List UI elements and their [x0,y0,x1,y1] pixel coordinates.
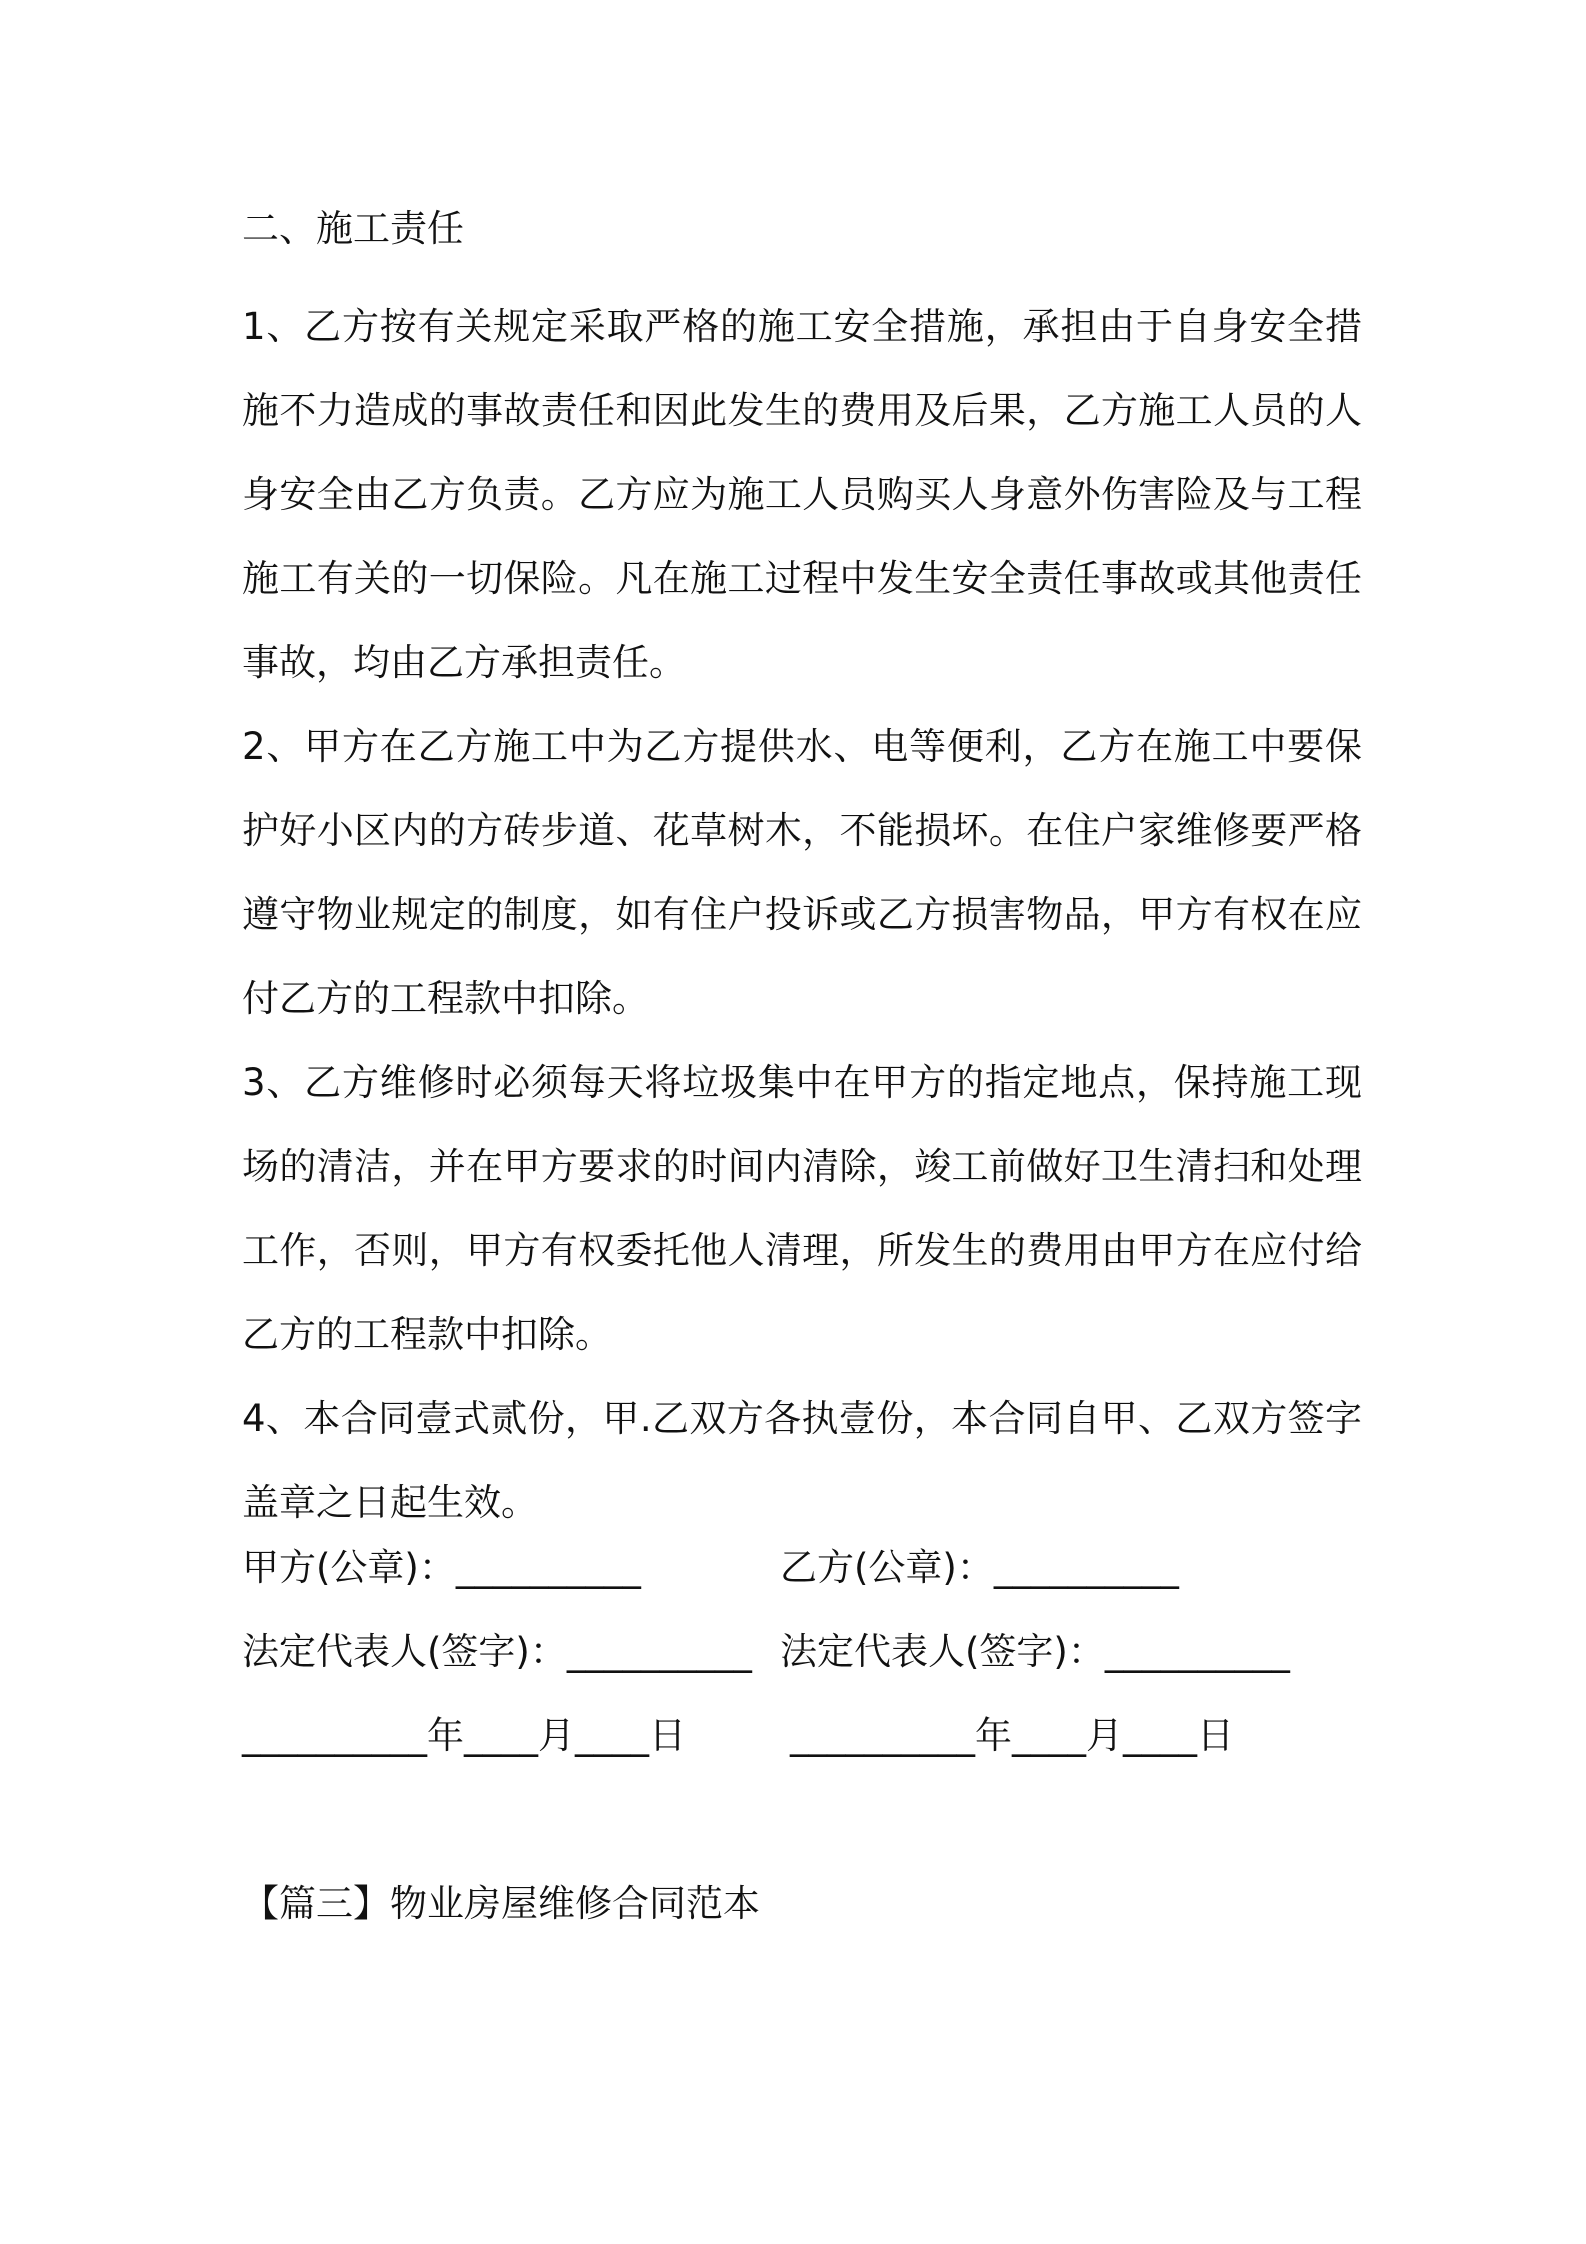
date-row [242,1706,1362,1790]
clause-1: 1、乙方按有关规定采取严格的施工安全措施，承担由于自身安全措施不力造成的事故责任和因此发生的费用及后果，乙方施工人员的人身安全由乙方负责。乙方应为施工人员购买人身意外伤害险及与工程施工有关的一切保险。凡在施工过程中发生安全责任事故或其他责任事故，均由乙方承担责任。 [242,305,1362,684]
seal-row [242,1538,1362,1622]
clause-2: 2、甲方在乙方施工中为乙方提供水、电等便利，乙方在施工中要保护好小区内的方砖步道、花草树木，不能损坏。在住户家维修要严格遵守物业规定的制度，如有住户投诉或乙方损害物品，甲方有权在应付乙方的工程款中扣除。 [242,725,1362,1020]
section-heading: 二、施工责任 [242,207,464,250]
next-section-title: 【篇三】物业房屋维修合同范本 [242,1882,760,1925]
party-b-representative: 法定代表人(签字)：__________ [780,1630,1290,1673]
party-a-date: __________年____月____日 [242,1714,686,1757]
signature-block [242,1538,1362,1790]
clause-list [242,285,1362,1545]
party-b-date: __________年____月____日 [790,1714,1234,1757]
party-b-seal: 乙方(公章)：__________ [780,1546,1179,1589]
clause-3: 3、乙方维修时必须每天将垃圾集中在甲方的指定地点，保持施工现场的清洁，并在甲方要求的时间内清除，竣工前做好卫生清扫和处理工作，否则，甲方有权委托他人清理，所发生的费用由甲方在应付给乙方的工程款中扣除。 [242,1061,1362,1356]
representative-row [242,1622,1362,1706]
clause-4: 4、本合同壹式贰份，甲.乙双方各执壹份，本合同自甲、乙双方签字盖章之日起生效。 [242,1397,1362,1524]
party-a-representative: 法定代表人(签字)：__________ [242,1630,752,1673]
party-a-seal: 甲方(公章)：__________ [242,1546,641,1589]
